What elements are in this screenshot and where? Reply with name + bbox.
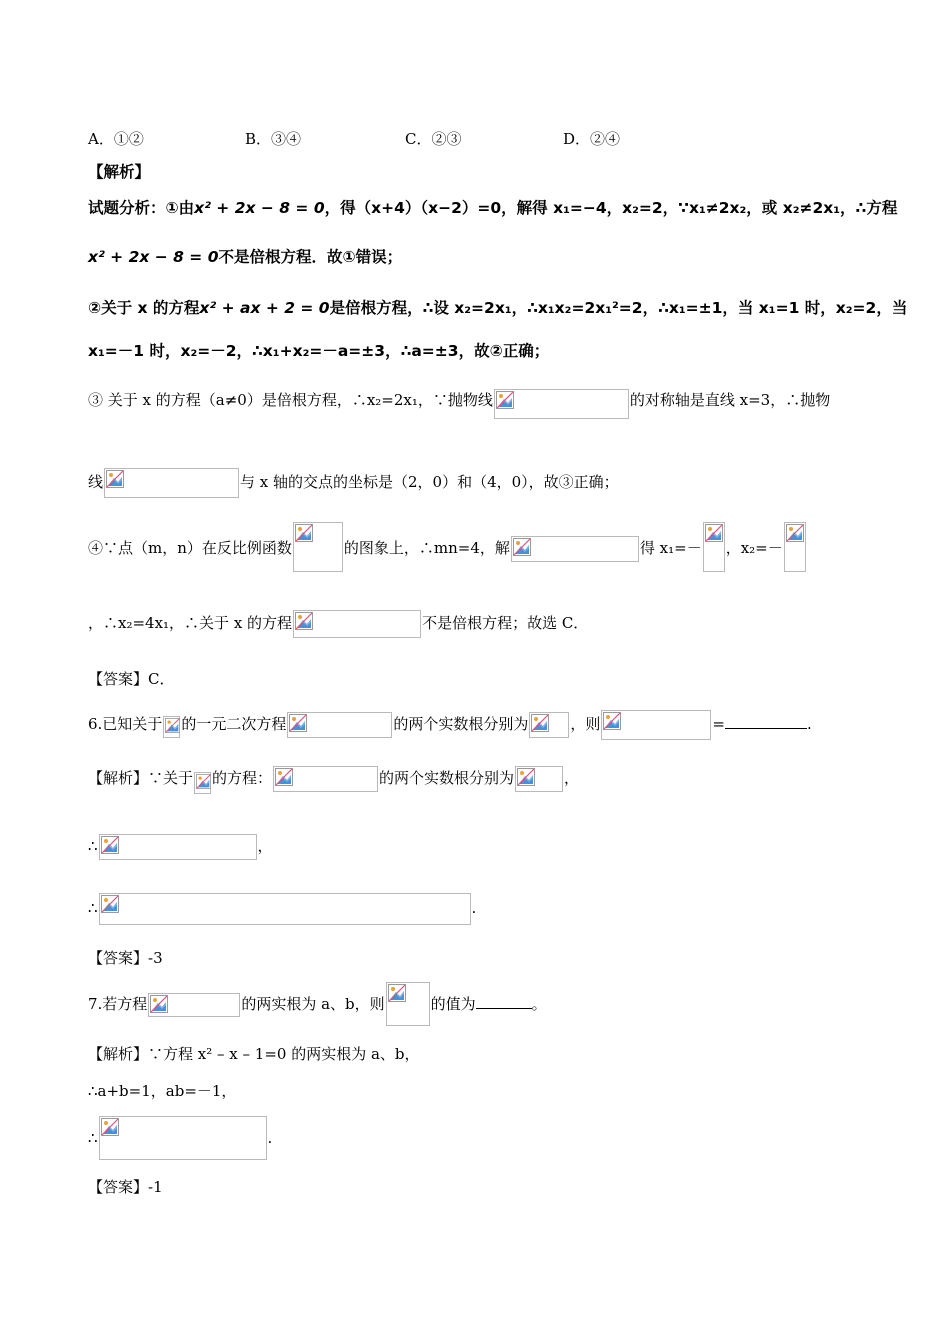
broken-image-icon: [289, 714, 307, 732]
broken-image-icon: [275, 768, 293, 786]
analysis-q6-line-2: ∴ ，: [88, 834, 273, 860]
broken-image-icon: [101, 895, 119, 913]
broken-image-icon: [603, 712, 621, 730]
formula-image: [287, 712, 392, 738]
answer-q5: 【答案】C．: [88, 670, 175, 688]
analysis-q7-line-2: ∴a+b=1，ab=－1，: [88, 1082, 237, 1100]
equation-2: x² + ax + 2 = 0: [199, 299, 330, 317]
answer-blank: [476, 1008, 532, 1009]
analysis-q6-line-1: 【解析】∵关于 的方程： 的两个实数根分别为 ，: [88, 766, 579, 794]
equation-1: x² + 2x − 8 = 0: [194, 199, 325, 217]
formula-image: [494, 389, 629, 419]
broken-image-icon: [196, 774, 211, 789]
formula-image: [601, 710, 711, 740]
analysis-line-7: ④∵点（m，n）在反比例函数 的图象上，∴mn=4，解 得 x₁=－ ，x₂=－: [88, 536, 807, 572]
question-6: 6.已知关于 的一元二次方程 的两个实数根分别为 ，则 = .: [88, 710, 812, 740]
broken-image-icon: [517, 768, 535, 786]
formula-image: [163, 716, 180, 738]
formula-image: [99, 1116, 267, 1160]
analysis-q6-line-3: ∴ .: [88, 893, 476, 925]
broken-image-icon: [295, 524, 313, 542]
broken-image-icon: [101, 836, 119, 854]
broken-image-icon: [388, 984, 406, 1002]
broken-image-icon: [106, 470, 124, 488]
analysis-q7-line-3: ∴ .: [88, 1127, 272, 1160]
broken-image-icon: [295, 612, 313, 630]
formula-image: [99, 893, 471, 925]
analysis-q7-line-1: 【解析】∵方程 x² – x – 1=0 的两实根为 a、b，: [88, 1045, 420, 1063]
formula-image: [293, 610, 421, 638]
broken-image-icon: [786, 524, 804, 542]
broken-image-icon: [513, 538, 531, 556]
analysis-heading: 【解析】: [88, 163, 151, 181]
analysis-line-4: x₁=－1 时，x₂=－2，∴x₁+x₂=－a=±3，∴a=±3，故②正确；: [88, 342, 550, 360]
formula-image: [194, 772, 211, 794]
analysis-line-1: 试题分析：①由x² + 2x − 8 = 0，得（x+4）（x−2）=0，解得 x₁=−4，x₂=2，∵x₁≠2x₂，或 x₂≠2x₁，∴方程: [88, 199, 898, 217]
broken-image-icon: [165, 718, 180, 733]
broken-image-icon: [101, 1118, 119, 1136]
formula-image: [148, 993, 240, 1017]
broken-image-icon: [705, 524, 723, 542]
analysis-line-6: 线 与 x 轴的交点的坐标是（2，0）和（4，0），故③正确；: [88, 468, 619, 498]
formula-image: [703, 522, 725, 572]
broken-image-icon: [496, 391, 514, 409]
question-7: 7.若方程 的两实根为 a、b，则 的值为 。: [88, 993, 547, 1026]
broken-image-icon: [531, 714, 549, 732]
broken-image-icon: [150, 995, 168, 1013]
formula-image: [99, 834, 257, 860]
analysis-line-2: x² + 2x − 8 = 0不是倍根方程．故①错误；: [88, 248, 403, 266]
option-c: C．②③: [405, 130, 462, 148]
analysis-line-8: ，∴x₂=4x₁，∴关于 x 的方程 不是倍根方程；故选 C．: [88, 610, 588, 638]
option-b: B．③④: [245, 130, 302, 148]
equation-1: x² + 2x − 8 = 0: [88, 248, 219, 266]
formula-image: [386, 982, 430, 1026]
formula-image: [293, 522, 343, 572]
formula-image: [511, 536, 639, 562]
answer-blank: [725, 728, 807, 729]
analysis-line-5: ③ 关于 x 的方程（a≠0）是倍根方程，∴x₂=2x₁，∵抛物线 的对称轴是直线 x=3，∴抛物: [88, 383, 830, 419]
answer-q6: 【答案】-3: [88, 949, 163, 967]
formula-image: [515, 766, 563, 792]
analysis-line-3: ②关于 x 的方程x² + ax + 2 = 0是倍根方程，∴设 x₂=2x₁，∴x₁x₂=2x₁²=2，∴x₁=±1，当 x₁=1 时，x₂=2，当: [88, 299, 908, 317]
formula-image: [784, 522, 806, 572]
formula-image: [273, 766, 378, 792]
option-d: D．②④: [563, 130, 621, 148]
option-a: A．①②: [88, 130, 144, 148]
answer-q7: 【答案】-1: [88, 1178, 163, 1196]
formula-image: [529, 712, 569, 738]
formula-image: [104, 468, 239, 498]
